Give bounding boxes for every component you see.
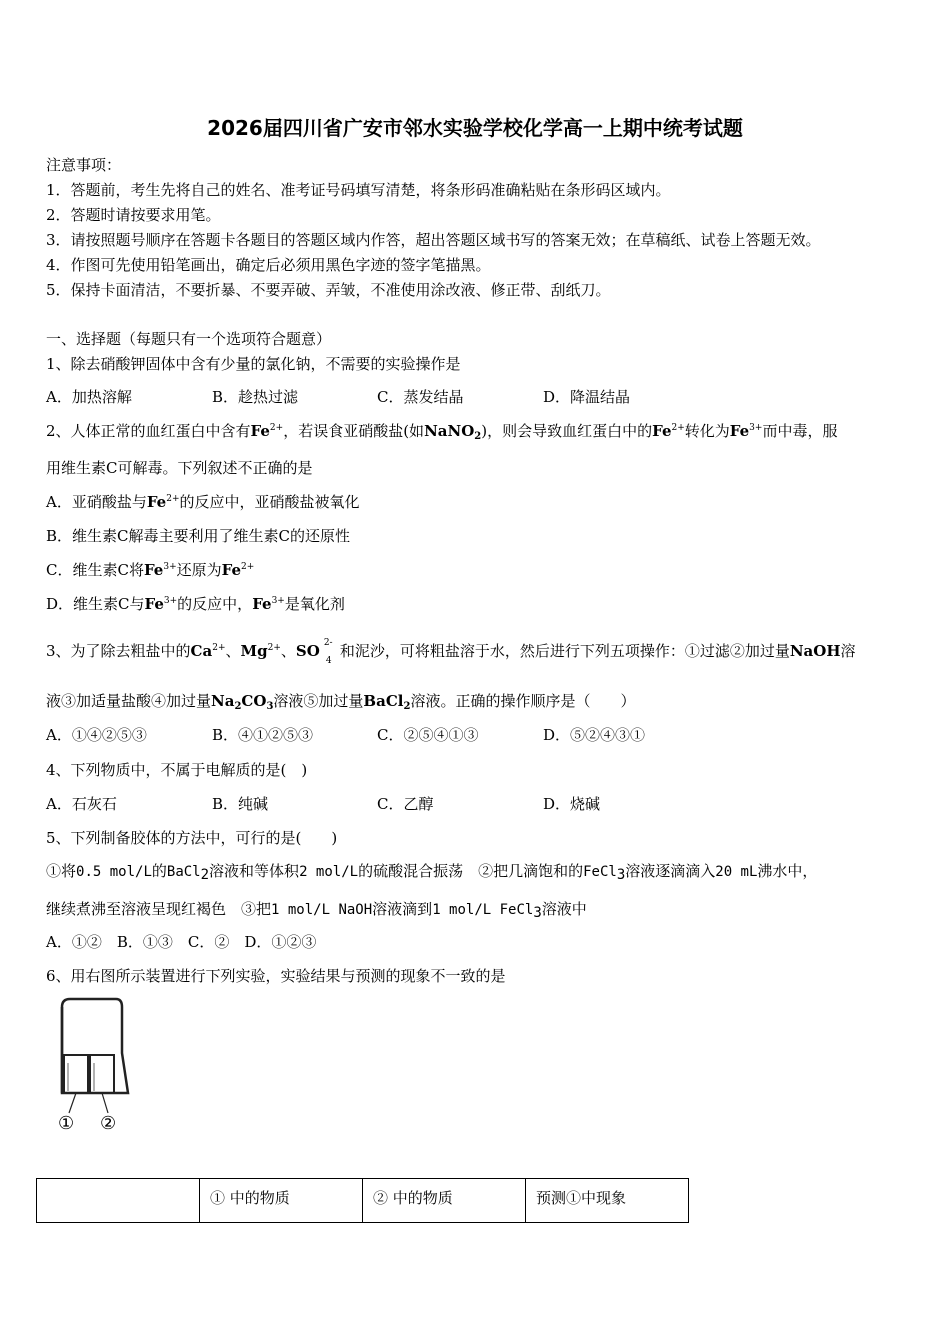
notice-item: 2．答题时请按要求用笔。 <box>46 206 221 224</box>
table-header-tube2: ② 中的物质 <box>363 1179 526 1223</box>
notice-item: 4．作图可先使用铅笔画出，确定后必须用黑色字迹的签字笔描黑。 <box>46 256 491 274</box>
q2-stem-line2: 用维生素C可解毒。下列叙述不正确的是 <box>46 459 313 477</box>
q1-option-d: D．降温结晶 <box>543 388 631 406</box>
q4-option-b: B．纯碱 <box>212 795 269 813</box>
q1-option-c: C．蒸发结晶 <box>377 388 464 406</box>
section-heading: 一、选择题（每题只有一个选项符合题意） <box>46 330 332 348</box>
q4-stem: 4、下列物质中，不属于电解质的是( ) <box>46 761 308 779</box>
q6-stem: 6、用右图所示装置进行下列实验，实验结果与预测的现象不一致的是 <box>46 967 506 985</box>
q1-option-b: B．趁热过滤 <box>212 388 299 406</box>
table-header-tube1: ① 中的物质 <box>200 1179 363 1223</box>
q2-option-c: C．维生素C将$Fe^{3+}$还原为$Fe^{2+}$ <box>46 561 255 579</box>
q3-option-d: D．⑤②④③① <box>543 726 646 744</box>
q2-option-a: A．亚硝酸盐与$Fe^{2+}$的反应中，亚硝酸盐被氧化 <box>46 493 360 511</box>
q3-option-a: A．①④②⑤③ <box>46 726 147 744</box>
q3-option-c: C．②⑤④①③ <box>377 726 479 744</box>
apparatus-figure <box>54 995 134 1145</box>
q4-option-c: C．乙醇 <box>377 795 434 813</box>
q4-option-a: A．石灰石 <box>46 795 117 813</box>
page-title: 2026届四川省广安市邻水实验学校化学高一上期中统考试题 <box>207 116 743 140</box>
q4-option-d: D．烧碱 <box>543 795 601 813</box>
q1-option-a: A．加热溶解 <box>46 388 132 406</box>
table-cell <box>37 1179 200 1223</box>
q5-method-line1: ①将0.5 mol/L的BaCl$_2$溶液和等体积2 mol/L的硫酸混合振荡 ②把几滴饱和的FeCl$_3$溶液逐滴滴入20 mL沸水中， <box>46 862 818 883</box>
q2-option-b: B．维生素C解毒主要利用了维生素C的还原性 <box>46 527 350 545</box>
q2-option-d: D．维生素C与$Fe^{3+}$的反应中，$Fe^{3+}$是氧化剂 <box>46 595 345 613</box>
q5-options: A．①② B．①③ C．② D．①②③ <box>46 933 317 951</box>
q2-stem-line1: 2、人体正常的血红蛋白中含有$Fe^{2+}$，若误食亚硝酸盐(如NaNO$_2$)，则会导致血红蛋白中的$Fe^{2+}$转化为$Fe^{3+}$而中毒，服 <box>46 422 838 442</box>
q3-option-b: B．④①②⑤③ <box>212 726 314 744</box>
label-tube-1: ① <box>58 1113 75 1134</box>
table-row <box>37 1179 689 1223</box>
notice-item: 3．请按照题号顺序在答题卡各题目的答题区域内作答，超出答题区域书写的答案无效；在草稿纸、试卷上答题无效。 <box>46 231 821 249</box>
label-tube-2: ② <box>100 1113 117 1134</box>
q6-table <box>36 1178 689 1223</box>
table-header-prediction: 预测①中现象 <box>526 1179 689 1223</box>
q5-method-line2: 继续煮沸至溶液呈现红褐色 ③把1 mol/L NaOH溶液滴到1 mol/L FeCl$_3$溶液中 <box>46 900 587 921</box>
notice-item: 1．答题前，考生先将自己的姓名、准考证号码填写清楚，将条形码准确粘贴在条形码区域内。 <box>46 181 671 199</box>
q1-stem: 1、除去硝酸钾固体中含有少量的氯化钠，不需要的实验操作是 <box>46 355 461 373</box>
q5-stem: 5、下列制备胶体的方法中，可行的是( ) <box>46 829 338 847</box>
notice-heading: 注意事项： <box>46 156 122 174</box>
notice-item: 5．保持卡面清洁，不要折暴、不要弄破、弄皱，不准使用涂改液、修正带、刮纸刀。 <box>46 281 611 299</box>
q3-stem-line1: 3、为了除去粗盐中的$Ca^{2+}$、$Mg^{2+}$、SO 2- 4 和泥沙，可将粗盐溶于水，然后进行下列五项操作：①过滤②加过量NaOH溶 <box>46 638 856 666</box>
q3-stem-line2: 液③加适量盐酸④加过量$Na_2CO_3$溶液⑤加过量BaCl$_2$溶液。正确的操作顺序是（ ） <box>46 692 636 712</box>
